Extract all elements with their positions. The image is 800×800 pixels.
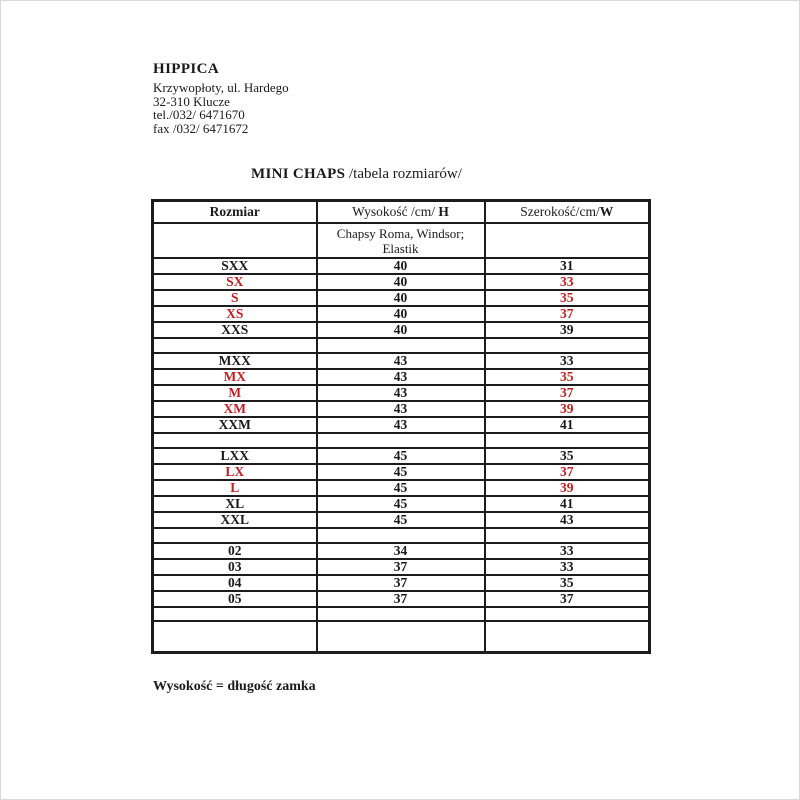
width-cell: 37 (485, 464, 650, 480)
height-cell: 40 (317, 306, 485, 322)
height-cell: 40 (317, 274, 485, 290)
height-cell: 45 (317, 480, 485, 496)
width-cell: 31 (485, 258, 650, 274)
empty-cell (317, 528, 485, 543)
size-cell: MX (153, 369, 317, 385)
company-name: HIPPICA (153, 61, 220, 77)
subheader-cell (317, 223, 485, 258)
width-cell: 35 (485, 290, 650, 306)
empty-cell (153, 433, 317, 448)
empty-cell (317, 338, 485, 353)
size-cell: 03 (153, 559, 317, 575)
width-cell: 33 (485, 274, 650, 290)
width-cell: 37 (485, 591, 650, 607)
separator-row (153, 621, 650, 653)
footnote: Wysokość = długość zamka (153, 679, 316, 694)
height-cell: 37 (317, 559, 485, 575)
empty-cell (485, 338, 650, 353)
width-cell: 35 (485, 575, 650, 591)
empty-cell (153, 338, 317, 353)
fax-line: fax /032/ 6471672 (153, 120, 249, 136)
height-cell: 45 (317, 448, 485, 464)
width-cell: 41 (485, 417, 650, 433)
size-cell: XXM (153, 417, 317, 433)
table-row (153, 448, 650, 464)
size-cell: XXS (153, 322, 317, 338)
table-row (153, 322, 650, 338)
width-cell: 39 (485, 401, 650, 417)
height-cell: 37 (317, 575, 485, 591)
address-line-2: 32-310 Klucze (153, 93, 230, 109)
height-cell: 43 (317, 385, 485, 401)
size-table (151, 199, 651, 654)
size-cell: XXL (153, 512, 317, 528)
table-row (153, 290, 650, 306)
empty-cell (485, 528, 650, 543)
phone-line: tel./032/ 6471670 (153, 107, 245, 122)
col-header-height (317, 201, 485, 224)
table-row (153, 258, 650, 274)
table-row (153, 464, 650, 480)
size-cell: MXX (153, 353, 317, 369)
empty-cell (153, 607, 317, 621)
empty-cell (485, 433, 650, 448)
table-header-row (153, 201, 650, 224)
size-cell: 05 (153, 591, 317, 607)
width-cell: 33 (485, 353, 650, 369)
col-header-size-label: Rozmiar (209, 204, 260, 219)
size-cell: L (153, 480, 317, 496)
width-cell: 35 (485, 369, 650, 385)
size-cell: M (153, 385, 317, 401)
empty-cell (485, 607, 650, 621)
width-cell: 43 (485, 512, 650, 528)
height-cell: 43 (317, 369, 485, 385)
table-row (153, 512, 650, 528)
table-row (153, 353, 650, 369)
size-cell: SXX (153, 258, 317, 274)
col-header-width-label: Szerokość/cm/ (520, 204, 600, 219)
separator-row (153, 607, 650, 621)
size-cell: XS (153, 306, 317, 322)
size-cell: XL (153, 496, 317, 512)
empty-cell (485, 621, 650, 653)
width-cell: 37 (485, 306, 650, 322)
page-title-main: MINI CHAPS (251, 166, 346, 182)
table-row (153, 401, 650, 417)
width-cell: 35 (485, 448, 650, 464)
subheader-line-1: Chapsy Roma, Windsor; (336, 225, 465, 241)
height-cell: 43 (317, 401, 485, 417)
size-cell: 02 (153, 543, 317, 559)
height-cell: 40 (317, 258, 485, 274)
width-cell: 37 (485, 385, 650, 401)
empty-cell (153, 223, 317, 258)
col-header-height-label: Wysokość /cm/ (352, 204, 439, 219)
empty-cell (317, 607, 485, 621)
page-title-suffix: /tabela rozmiarów/ (345, 166, 462, 182)
size-cell: 04 (153, 575, 317, 591)
col-header-width-code: W (599, 204, 614, 219)
height-cell: 40 (317, 322, 485, 338)
size-cell: LXX (153, 448, 317, 464)
width-cell: 39 (485, 322, 650, 338)
width-cell: 33 (485, 559, 650, 575)
empty-cell (153, 621, 317, 653)
empty-cell (153, 528, 317, 543)
separator-row (153, 338, 650, 353)
height-cell: 37 (317, 591, 485, 607)
table-row (153, 274, 650, 290)
size-cell: SX (153, 274, 317, 290)
height-cell: 45 (317, 464, 485, 480)
col-header-width (485, 201, 650, 224)
address-line-1: Krzywopłoty, ul. Hardego (153, 80, 289, 95)
table-row (153, 417, 650, 433)
table-row (153, 591, 650, 607)
table-subheader-row (153, 223, 650, 258)
height-cell: 43 (317, 353, 485, 369)
col-header-size (153, 201, 317, 224)
col-header-height-code: H (438, 204, 449, 219)
empty-cell (317, 433, 485, 448)
table-row (153, 480, 650, 496)
table-row (153, 543, 650, 559)
empty-cell (485, 223, 650, 258)
table-row (153, 496, 650, 512)
size-cell: XM (153, 401, 317, 417)
table-row (153, 306, 650, 322)
empty-cell (317, 621, 485, 653)
width-cell: 33 (485, 543, 650, 559)
letterhead (153, 61, 289, 135)
separator-row (153, 528, 650, 543)
width-cell: 41 (485, 496, 650, 512)
table-row (153, 559, 650, 575)
height-cell: 40 (317, 290, 485, 306)
page-title (251, 166, 462, 183)
size-cell: LX (153, 464, 317, 480)
table-row (153, 385, 650, 401)
height-cell: 43 (317, 417, 485, 433)
width-cell: 39 (485, 480, 650, 496)
size-cell: S (153, 290, 317, 306)
height-cell: 45 (317, 496, 485, 512)
height-cell: 45 (317, 512, 485, 528)
table-row (153, 575, 650, 591)
subheader-line-2: Elastik (382, 240, 419, 256)
separator-row (153, 433, 650, 448)
table-row (153, 369, 650, 385)
height-cell: 34 (317, 543, 485, 559)
